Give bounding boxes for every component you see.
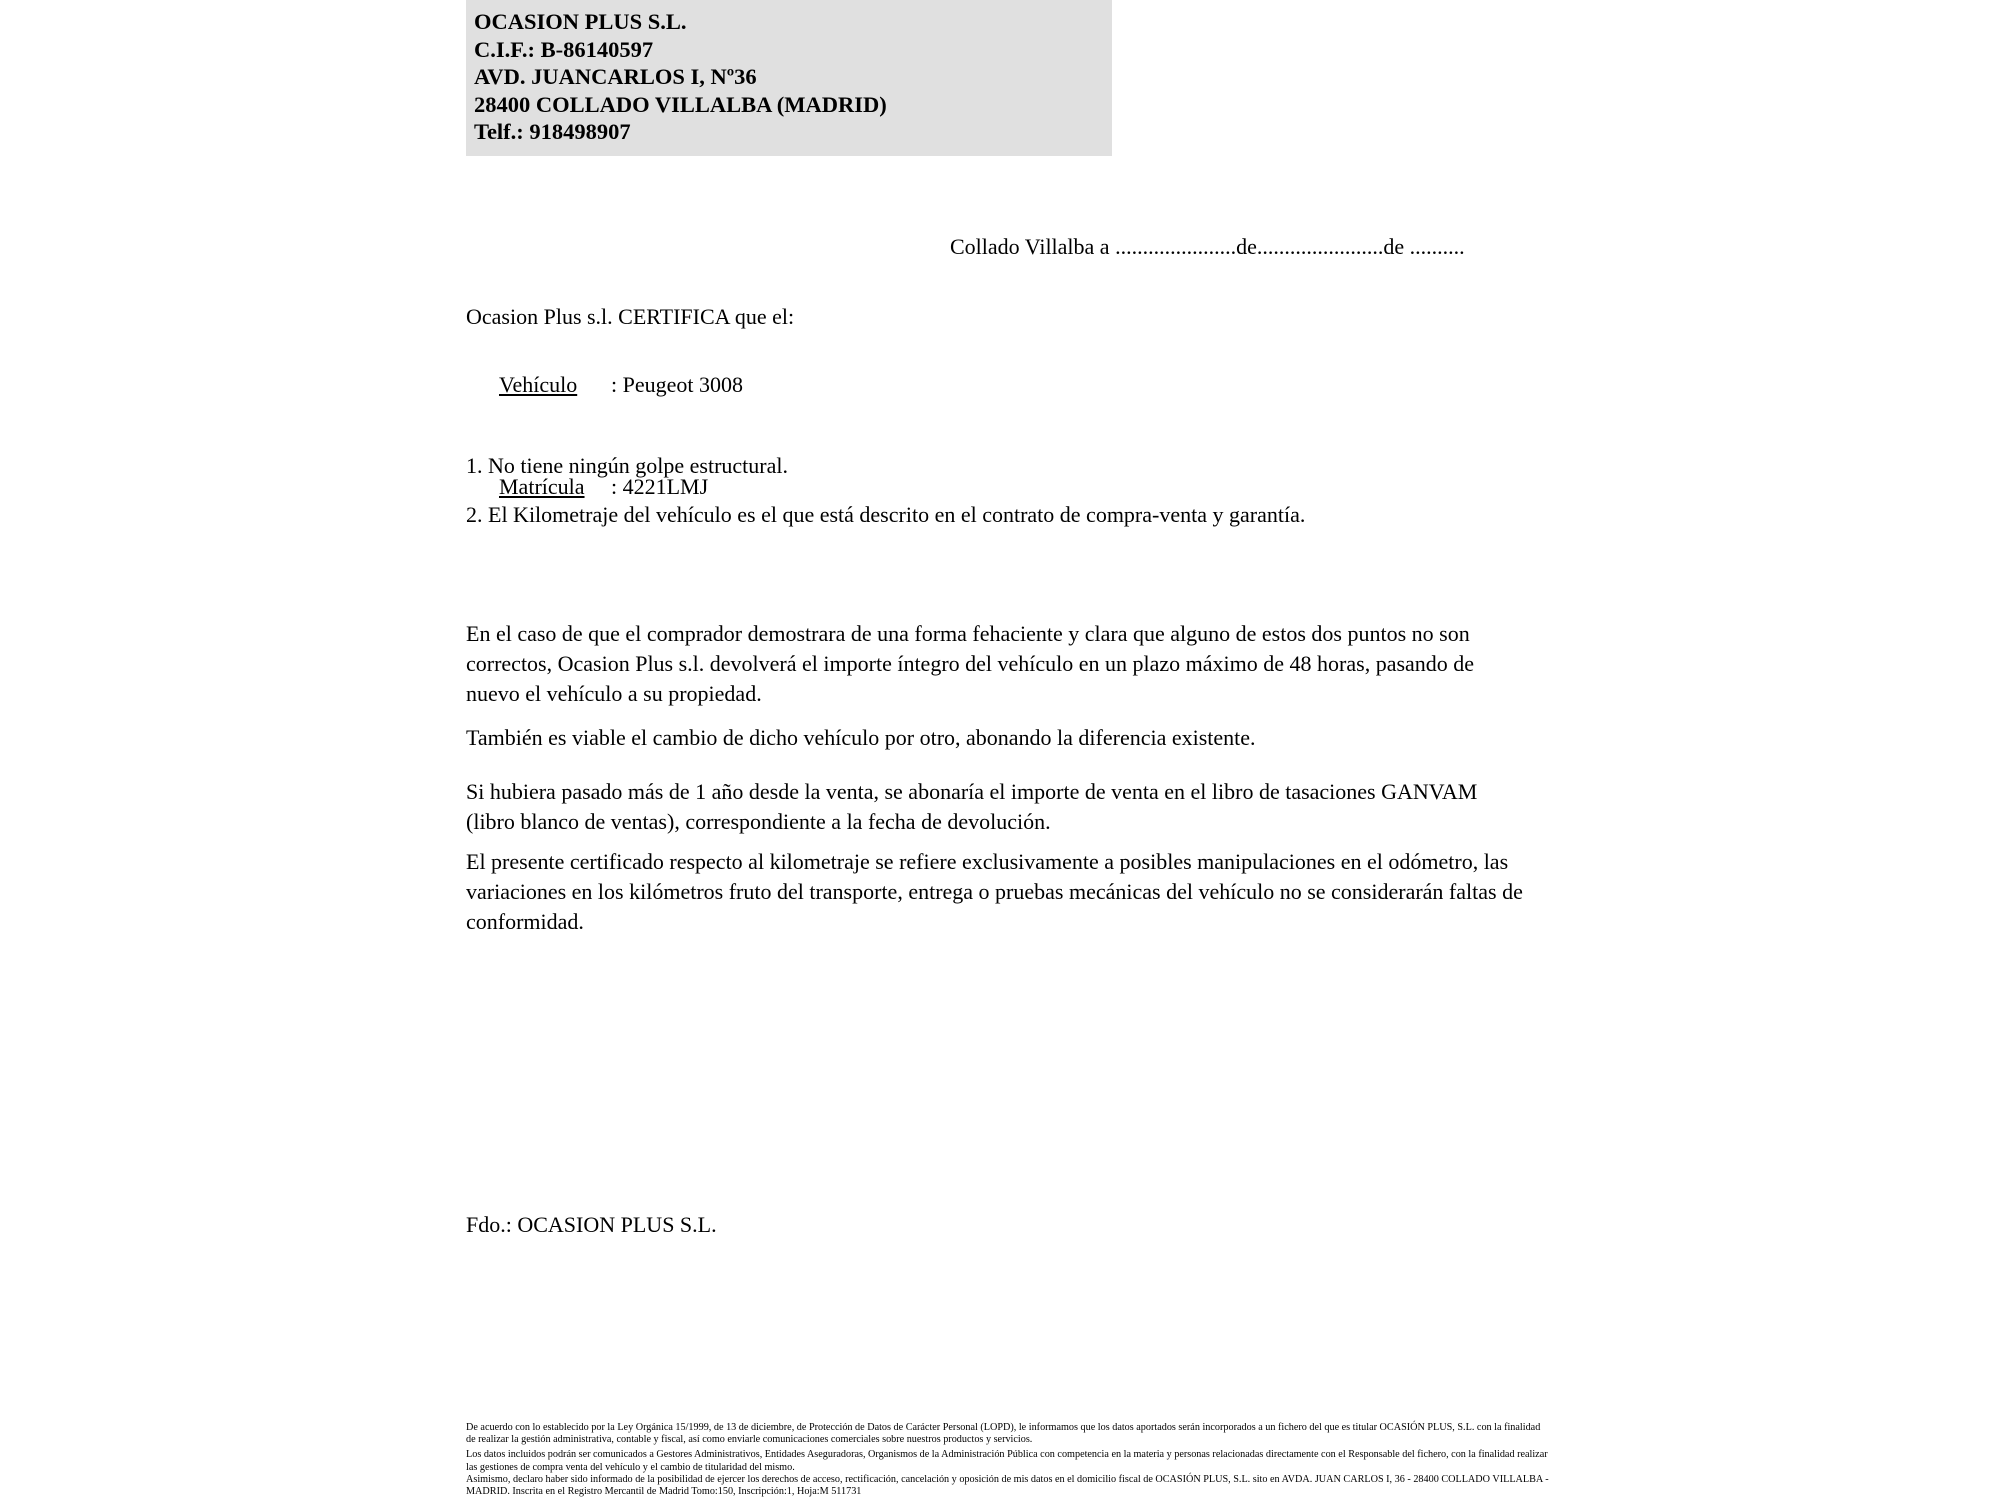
certify-intro: Ocasion Plus s.l. CERTIFICA que el: bbox=[466, 304, 795, 329]
legal-paragraph-1: De acuerdo con lo establecido por la Ley Orgánica 15/1999, de 13 de diciembre, de Protección de Datos de Carácter Personal (LOPD), le informamos que los datos aportados serán incorporados a un fichero del que es titular OCASIÓN PLUS, S.L. con la finalidad de realizar la gestión administrativa, contable y fiscal, así como enviarle comunicaciones comerciales sobre nuestros productos y servicios. bbox=[466, 1422, 1541, 1446]
paragraph-odometer: El presente certificado respecto al kilometraje se refiere exclusivamente a posibles manipulaciones en el odómetro, las variaciones en los kilómetros fruto del transporte, entrega o pruebas mecánicas del vehículo no se considerarán faltas de conformidad. bbox=[466, 849, 1523, 934]
paragraph-exchange: También es viable el cambio de dicho vehículo por otro, abonando la diferencia existente. bbox=[466, 725, 1256, 750]
company-address-street: AVD. JUANCARLOS I, Nº36 bbox=[474, 64, 757, 89]
vehicle-label: Vehículo bbox=[499, 372, 578, 397]
company-cif: C.I.F.: B-86140597 bbox=[474, 36, 654, 62]
company-phone: Telf.: 918498907 bbox=[474, 119, 631, 144]
plate-label: Matrícula bbox=[499, 474, 585, 499]
vehicle-value: : Peugeot 3008 bbox=[611, 372, 743, 397]
vehicle-row bbox=[466, 334, 794, 436]
legal-footer bbox=[466, 1422, 1551, 1498]
signature-line: Fdo.: OCASION PLUS S.L. bbox=[466, 1212, 717, 1237]
paragraph-ganvam: Si hubiera pasado más de 1 año desde la venta, se abonaría el importe de venta en el libro de tasaciones GANVAM (libro blanco de ventas), correspondiente a la fecha de devolución. bbox=[466, 779, 1478, 834]
plate-value: : 4221LMJ bbox=[611, 474, 709, 499]
legal-paragraph-3: Asimismo, declaro haber sido informado de la posibilidad de ejercer los derechos de acceso, rectificación, cancelación y oposición de mis datos en el domicilio fiscal de OCASIÓN PLUS, S.L. sito en AVDA. JUAN CARLOS I, 36 - 28400 COLLADO VILLALBA - MADRID. Inscrita en el Registro Mercantil de Madrid Tomo:150, Inscripción:1, Hoja:M 511731 bbox=[466, 1473, 1549, 1498]
paragraph-refund: En el caso de que el comprador demostrara de una forma fehaciente y clara que alguno de estos dos puntos no son correctos, Ocasion Plus s.l. devolverá el importe íntegro del vehículo en un plazo máximo de 48 horas, pasando de nuevo el vehículo a su propiedad. bbox=[466, 621, 1475, 706]
legal-paragraph-2: Los datos incluidos podrán ser comunicados a Gestores Administrativos, Entidades Aseguradoras, Organismos de la Administración Pública con competencia en la materia y personas relacionadas directamente con el Responsable del fichero, con la finalidad realizar las gestiones de compra venta del vehículo y el cambio de titularidad del mismo. bbox=[466, 1449, 1548, 1473]
clause-item-1: 1. No tiene ningún golpe estructural. bbox=[466, 453, 788, 478]
clause-item-2: 2. El Kilometraje del vehículo es el que está descrito en el contrato de compra-venta y garantía. bbox=[466, 502, 1306, 527]
company-address-city: 28400 COLLADO VILLALBA (MADRID) bbox=[474, 91, 887, 117]
date-line: Collado Villalba a ......................de.......................de .......... bbox=[950, 234, 1465, 259]
company-letterhead bbox=[466, 0, 1112, 156]
company-name: OCASION PLUS S.L. bbox=[474, 9, 687, 34]
